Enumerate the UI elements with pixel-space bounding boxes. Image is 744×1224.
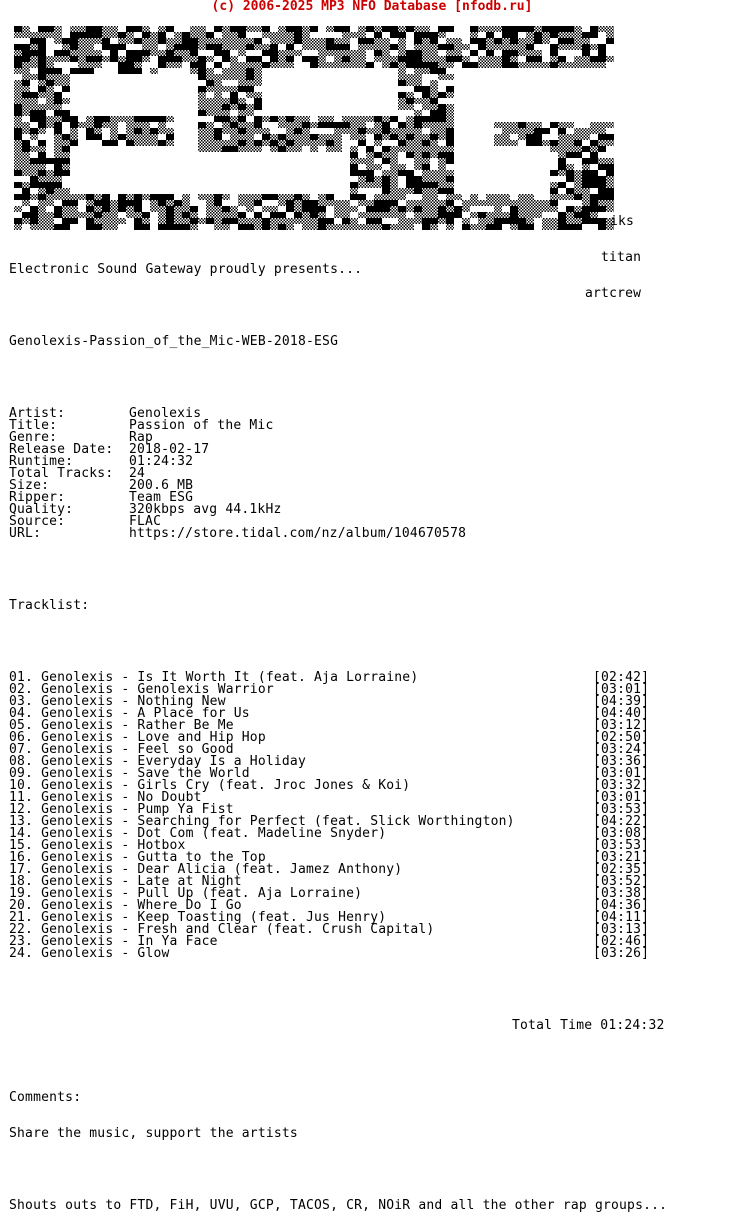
info-row	[9, 432, 739, 444]
info-value: 01:24:32	[129, 454, 194, 469]
info-value: Passion of the Mic	[129, 418, 274, 433]
track-title: 19. Genolexis - Pull Up (feat. Aja Lorraine)	[9, 886, 363, 901]
info-value: 2018-02-17	[129, 442, 210, 457]
track-duration: [04:22]	[593, 814, 650, 829]
track-title: 16. Genolexis - Gutta to the Top	[9, 850, 266, 865]
nfo-content	[9, 240, 739, 1224]
info-value: Rap	[129, 430, 154, 445]
track-title: 02. Genolexis - Genolexis Warrior	[9, 682, 274, 697]
track-title: 05. Genolexis - Rather Be Me	[9, 718, 234, 733]
info-row	[9, 504, 739, 516]
comments-label: Comments:	[9, 1090, 82, 1105]
total-time: Total Time 01:24:32	[512, 1018, 665, 1033]
track-duration: [03:21]	[593, 850, 650, 865]
track-title: 24. Genolexis - Glow	[9, 946, 170, 961]
track-duration: [03:53]	[593, 838, 650, 853]
info-value: Team ESG	[129, 490, 194, 505]
track-title: 08. Genolexis - Everyday Is a Holiday	[9, 754, 306, 769]
info-value: 24	[129, 466, 146, 481]
info-key: Source:	[9, 514, 66, 529]
info-value: Genolexis	[129, 406, 202, 421]
site-header: (c) 2006-2025 MP3 NFO Database [nfodb.ru]	[211, 0, 533, 14]
track-title: 07. Genolexis - Feel so Good	[9, 742, 234, 757]
track-title: 04. Genolexis - A Place for Us	[9, 706, 250, 721]
track-duration: [03:52]	[593, 874, 650, 889]
info-row	[9, 420, 739, 432]
info-row	[9, 468, 739, 480]
track-duration: [02:42]	[593, 670, 650, 685]
track-duration: [03:08]	[593, 826, 650, 841]
shouts-line: Shouts outs to FTD, FiH, UVU, GCP, TACOS, CR, NOiR and all the other rap groups...	[9, 1198, 668, 1213]
track-duration: [03:01]	[593, 682, 650, 697]
track-title: 13. Genolexis - Searching for Perfect (feat. Slick Worthington)	[9, 814, 515, 829]
track-duration: [03:01]	[593, 766, 650, 781]
track-title: 03. Genolexis - Nothing New	[9, 694, 226, 709]
track-duration: [04:36]	[593, 898, 650, 913]
credit-titan: titan	[601, 250, 642, 265]
track-duration: [03:36]	[593, 754, 650, 769]
info-row	[9, 528, 739, 540]
info-key: Genre:	[9, 430, 58, 445]
info-value: FLAC	[129, 514, 162, 529]
info-row	[9, 444, 739, 456]
release-name: Genolexis-Passion_of_the_Mic-WEB-2018-ESG	[9, 334, 339, 349]
track-duration: [03:01]	[593, 790, 650, 805]
track-title: 22. Genolexis - Fresh and Clear (feat. Crush Capital)	[9, 922, 435, 937]
track-duration: [03:12]	[593, 718, 650, 733]
release-info	[9, 408, 739, 540]
info-value: https://store.tidal.com/nz/album/104670578	[129, 526, 467, 541]
esg-ascii-logo	[6, 26, 636, 231]
track-duration: [03:24]	[593, 742, 650, 757]
track-duration: [04:40]	[593, 706, 650, 721]
credit-artcrew: artcrew	[585, 286, 642, 301]
info-key: Runtime:	[9, 454, 74, 469]
track-duration: [03:32]	[593, 778, 650, 793]
tracklist	[9, 672, 739, 960]
track-duration: [04:39]	[593, 694, 650, 709]
track-title: 01. Genolexis - Is It Worth It (feat. Aja Lorraine)	[9, 670, 419, 685]
info-key: Title:	[9, 418, 58, 433]
info-key: Ripper:	[9, 490, 66, 505]
track-duration: [03:53]	[593, 802, 650, 817]
tracklist-label: Tracklist:	[9, 598, 90, 613]
track-duration: [03:26]	[593, 946, 650, 961]
info-row	[9, 492, 739, 504]
presents-line: Electronic Sound Gateway proudly presents...	[9, 262, 363, 277]
track-title: 10. Genolexis - Girls Cry (feat. Jroc Jones & Koi)	[9, 778, 411, 793]
track-title: 09. Genolexis - Save the World	[9, 766, 250, 781]
track-title: 20. Genolexis - Where Do I Go	[9, 898, 242, 913]
track-duration: [03:13]	[593, 922, 650, 937]
info-row	[9, 408, 739, 420]
track-title: 12. Genolexis - Pump Ya Fist	[9, 802, 234, 817]
track-title: 15. Genolexis - Hotbox	[9, 838, 186, 853]
info-key: Release Date:	[9, 442, 114, 457]
comments-text: Share the music, support the artists	[9, 1126, 298, 1141]
info-key: Artist:	[9, 406, 66, 421]
info-key: Total Tracks:	[9, 466, 114, 481]
info-value: 320kbps avg 44.1kHz	[129, 502, 282, 517]
track-duration: [02:46]	[593, 934, 650, 949]
info-value: 200.6 MB	[129, 478, 194, 493]
track-title: 21. Genolexis - Keep Toasting (feat. Jus Henry)	[9, 910, 387, 925]
track-row	[9, 948, 739, 960]
track-duration: [04:11]	[593, 910, 650, 925]
credit-iks: iks	[610, 214, 635, 229]
track-title: 18. Genolexis - Late at Night	[9, 874, 242, 889]
info-row	[9, 456, 739, 468]
track-title: 17. Genolexis - Dear Alicia (feat. Jamez Anthony)	[9, 862, 403, 877]
track-title: 06. Genolexis - Love and Hip Hop	[9, 730, 266, 745]
track-duration: [02:50]	[593, 730, 650, 745]
track-duration: [03:38]	[593, 886, 650, 901]
info-key: Size:	[9, 478, 50, 493]
track-title: 23. Genolexis - In Ya Face	[9, 934, 218, 949]
info-key: Quality:	[9, 502, 74, 517]
total-time-line	[9, 1020, 739, 1032]
track-duration: [02:35]	[593, 862, 650, 877]
track-title: 14. Genolexis - Dot Com (feat. Madeline Snyder)	[9, 826, 387, 841]
info-row	[9, 480, 739, 492]
info-key: URL:	[9, 526, 42, 541]
track-title: 11. Genolexis - No Doubt	[9, 790, 202, 805]
